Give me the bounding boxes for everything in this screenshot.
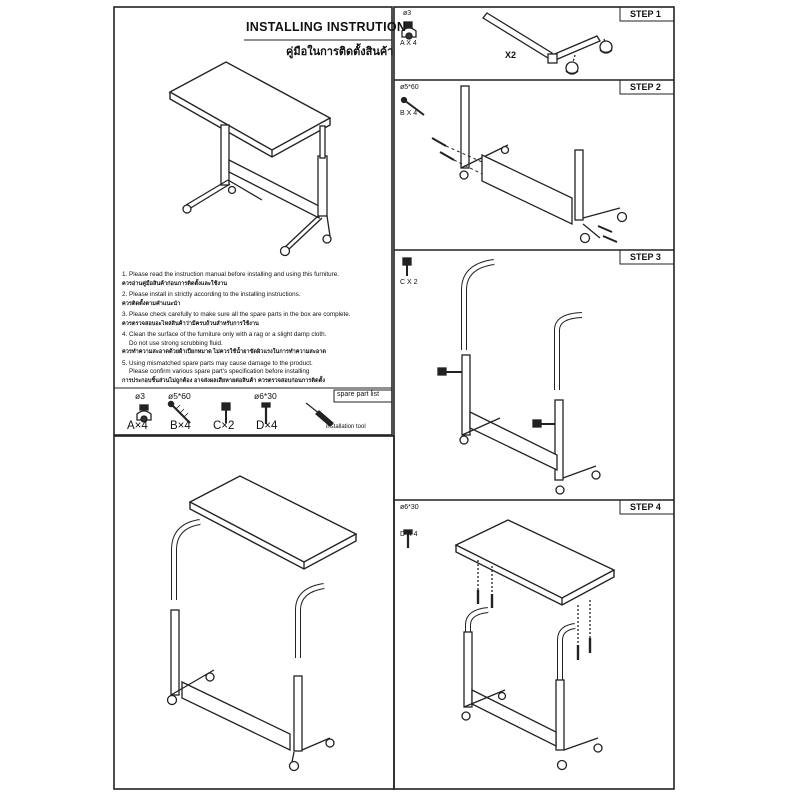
part-d-spec: ø6*30 [254,391,277,401]
part-a-spec: ø3 [135,391,145,401]
step1-drawing [402,13,612,74]
parts-icons [137,401,333,426]
instruction-en: 3. Please check carefully to make sure all the spare parts in the box are complete. [122,311,351,318]
instruction-th: ควรติดตั้งตามคำแนะนำ [122,300,181,307]
exploded-view-drawing [168,476,357,771]
part-d-count: D×4 [256,420,278,432]
part-c-count: C×2 [213,420,235,432]
step2-label: STEP 2 [630,82,661,92]
part-b-spec: ø5*60 [168,391,191,401]
step1-label: STEP 1 [630,9,661,19]
step3-drawing [403,258,600,494]
right-panel-frame [394,7,674,789]
instructions-list [122,271,384,385]
instruction-item [122,291,384,308]
instruction-th: ควรอ่านคู่มือสินค้าก่อนการติดตั้งและใช้งาน [122,280,228,287]
step1-part-spec: ø3 [403,10,412,17]
instruction-th: ควรตรวจสอบอะไหล่สินค้าว่ามีครบถ้วนสำหรับการใช้งาน [122,320,259,327]
instruction-en-2: Please confirm various spare part's specification before installing [129,368,310,375]
part-b-count: B×4 [170,420,191,432]
instruction-en: 2. Please install in strictly according to the installing instructions. [122,291,301,298]
spare-part-list-label: spare part list [337,391,380,398]
instruction-item [122,271,384,288]
step2-part-spec: ø5*60 [400,84,419,91]
instruction-th: การประกอบชิ้นส่วนไม่ถูกต้อง อาจส่งผลเสียหายต่อสินค้า ควรตรวจสอบก่อนการติดตั้ง [122,377,325,384]
instruction-item [122,311,384,328]
step1-multiplier: X2 [505,50,517,60]
step4-part-spec: ø6*30 [400,504,419,511]
instruction-th: ควรทำความสะอาดด้วยผ้าเปียกหมาด ไม่ควรใช้น้ำยาขัดผิวแรงในการทำความสะอาด [122,349,326,355]
instruction-en: 5. Using mismatched spare parts may cause damage to the product. [122,359,313,367]
part-a-count: A×4 [127,420,148,432]
step3-label: STEP 3 [630,252,661,262]
step4-label: STEP 4 [630,502,661,512]
installation-tool-label: installation tool [326,424,366,430]
instruction-en: 4. Clean the surface of the furniture only with a rag or a slight damp cloth. [122,331,327,338]
instruction-item [122,331,384,357]
instruction-en-2: Do not use strong scrubbing fluid. [129,339,223,347]
instruction-title-thai: คู่มือในการติดตั้งสินค้า [286,46,394,58]
step3-part-count: C X 2 [400,279,418,286]
instruction-item [122,360,384,386]
step4-drawing [404,520,614,770]
step2-part-count: B X 4 [400,110,418,117]
step1-part-count: A X 4 [400,40,417,47]
instruction-title: INSTALLING INSTRUTION [246,20,407,34]
step4-part-count: D X 4 [400,531,418,538]
instruction-en: 1. Please read the instruction manual before installing and using this furniture. [122,271,340,278]
assembled-table-drawing [170,62,331,256]
step2-drawing [402,86,627,243]
